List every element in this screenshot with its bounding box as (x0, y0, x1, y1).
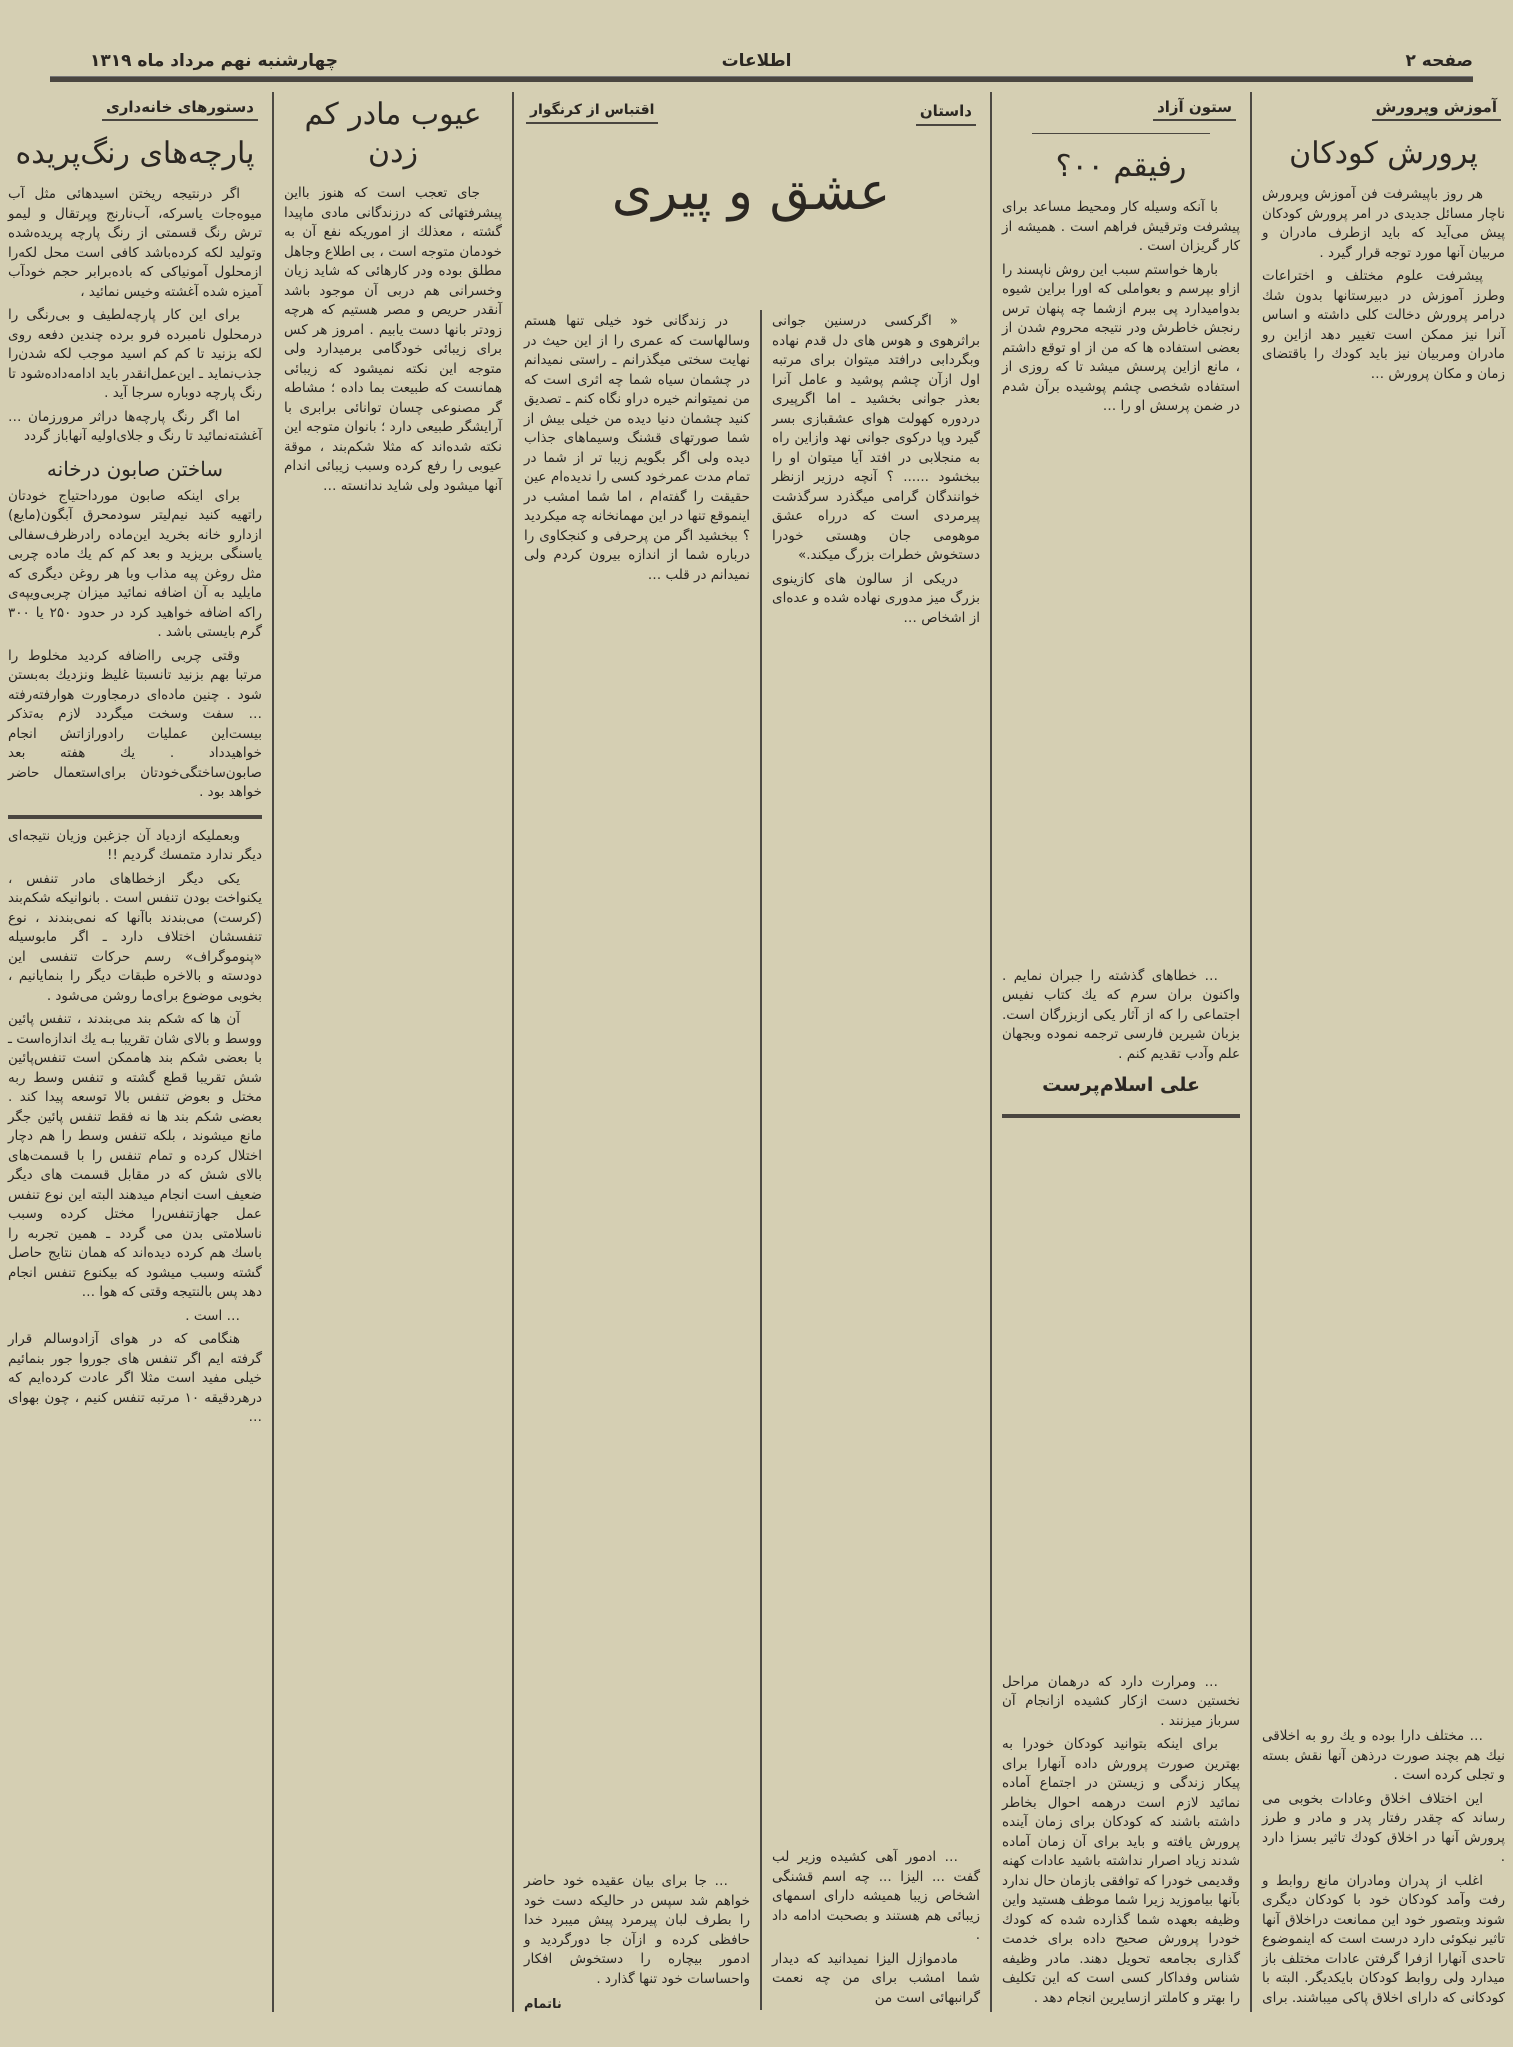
paragraph: اغلب از پدران ومادران مانع روابط و رفت وآمد کودکان خود با کودکان دیگری شوند وبتصور خود این ممانعت دراخلاق آنها تاثیر نیکوئی دارد درست است که اینموضوع تاحدی آنهارا ازفرا گرفتن عادات مختلف باز میدارد ولی روابط کودکان بایکدیگر. البته با کودکانی که دارای اخلاق پاکی میباشند. برای (1262, 1872, 1505, 2006)
paragraph: دریکی از سالون های کازینوی بزرگ میز مدوری نهاده شده و عده‌ای از اشخاص … (772, 570, 980, 626)
paragraph: یکی دیگر ازخطاهای مادر تنفس ، یکنواخت بودن تنفس است . بانوانیکه شکم‌بند (کرست) می‌بندند باآنها که نمی‌بندند ، نوع تنفسشان اختلاف دارد ـ اگر مابوسیله «پنوموگراف» رسم حرکات تنفسی این دودسته و بالاخره طبقات دیگر را بنمایانیم ، بخوبی موضوع برای‌ما روشن می‌شود . (8, 870, 262, 1004)
spacer (1262, 388, 1505, 1727)
story-header (512, 92, 990, 307)
newspaper-name: اطلاعات (721, 51, 792, 71)
paragraph: هنگامی که در هوای آزادوسالم قرار گرفته ایم اگر تنفس های جوروا جور بنمائیم خیلی مفید است مثلا اگر عادت کرده‌ایم که درهردقیقه ۱۰ مرتبه تنفس کنیم ، چون بهوای … (8, 1331, 262, 1425)
column-education (1254, 92, 1513, 2012)
paragraph: آن ها که شکم بند می‌بندند ، تنفس پائین ووسط و بالای شان تقریبا بـه یك اندازه‌است ـ با بعضی شکم بند هاممکن است تنفس‌پائین شش تقریبا قطع گشته و تنفس وسط ربه مختل و بعوض تنفس بالا توسعه پیدا کند . بعضی شکم بند ها نه فقط تنفس پائین جگر مانع میشوند ، بلکه تنفس وسط را هم دچار اختلال کرده و تمام تنفس را با قسمت‌های بالای شش که در مقابل قسمت های دیگر ضعیف است انجام میدهند البته این نوع تنفس عمل جهازتنفس‌را مختل کرده وسبب ناسلامتی بدن می گردد ـ همین تجربه را باسك هم کرده دیده‌اند که همان نتایج حاصل گشته وسبب میشود که بیکنوع تنفس انجام دهد پس بالنتیجه وقتی که هوا … (8, 1011, 262, 1300)
paragraph: … جا برای بیان عقیده خود حاضر خواهم شد سپس در حالیکه دست خود را بطرف لبان پیرمرد پیش میبرد خدا حافظی کرده و ازآن جا دورگردید و ادمور بیچاره را دستخوش افکار واحساسات خود تنها گذارد . (524, 1873, 750, 1987)
paragraph: « اگرکسی درسنین جوانی براثرهوی و هوس های دل قدم نهاده وبگردابی درافتد میتوان برای مرتبه اول ازآن چشم پوشید و عامل آنرا بعذر جوانی بخشید ـ اما اگرپیری دردوره کهولت هوای عشقبازی بسر گیرد وپا درکوی جوانی نهد وازاین راه به منجلابی در افتد آیا میتوان او را ببخشود ...... ؟ آنچه درزیر ازنظر خوانندگان گرامی میگذرد سرگذشت پیرمردی است که درراه عشق موهومی جان وهستی خودرا دستخوش خطرات بزرگ میکند.» (772, 313, 980, 563)
spacer (772, 632, 980, 1848)
kicker-rule (1032, 133, 1210, 134)
section-label: آموزش وپرورش (1372, 98, 1501, 121)
paragraph: با آنکه وسیله کار ومحیط مساعد برای پیشرفت وترقیش فراهم است . همیشه از کار گریزان است . (1002, 199, 1240, 254)
story-title: عشق و پیری (611, 162, 891, 222)
paragraph: بارها خواستم سبب این روش ناپسند را ازاو بپرسم و بعواملی که اورا براین شیوه بدوامیدارد پی ببرم ازشما چه پنهان ترس رنجش خاطرش ودر نتیجه محروم شدن از بعضی استفاده ها که من از او توقع داشتم ، مانع ازاین پرسش میشد تا که روزی از استفاده شخصی چشم پوشیده برآن شدم در ضمن پرسش او را … (1002, 261, 1240, 414)
column-corset (276, 92, 510, 2012)
article-title: پرورش کودکان (1289, 136, 1478, 171)
paragraph: … است . (185, 1307, 240, 1324)
column-divider (990, 92, 992, 2012)
section-label: دستورهای خانه‌داری (102, 98, 258, 121)
paragraph: … خطاهای گذشته را جبران نمایم . واکنون بران سرم که یك کتاب نفیس اجتماعی را که از آثار یکی ازبزرگان است. بزبان شیرین فارسی ترجمه نموده وبجهان علم وآدب تقدیم کنم . (1002, 967, 1240, 1062)
paragraph: جای تعجب است که هنوز بااین پیشرفتهائی که درزندگانی مادی ماپیدا گشته ، معذلك از اموریکه نفع آن به خودمان متوجه است ، بی اطلاع وجاهل مطلق بوده ودر کارهائی که شاید زیان وخسرانی هم دربی آن موجود باشد آنقدر حریص و مصر هستیم که هرچه زودتر بانها دست یابیم . امروز هر کس برای زیبائی خودگامی برمیدارد ولی متوجه این نکته نمیشود که زیبائی همانست که طبیعت بما داده ؛ مشاطه گر مصنوعی چسان توانائی برابری با آرایشگر طبیعی دارد ؛ بانوان متوجه این نکته شده‌اند که مثلا شکم‌بند ، موقة عیوبی را رفع کرده وسبب زیبائی اندام آنها میشود ولی شاید ندانسته … (284, 185, 502, 494)
paragraph: اگر درنتیجه ریختن اسیدهائی مثل آب میوه‌جات یاسرکه، آب‌نارنج وپرتقال و لیمو ترش رنگ قسمتی از رنگ پارچه پریده‌شده وتولید لکه کرده‌باشد کافی است محل لکه‌را ازمحلول آمونیاکی که باده‌برابر حجم خودآب آمیزه شده آغشته وخیس نمائید ، (8, 186, 262, 300)
paragraph: پیشرفت علوم مختلف و اختراعات وطرز آموزش در دبیرستانها بدون شك درامر پرورش دخالت کلی داشته و اساس آنرا نیز ممکن است تغییر دهد ازاین رو مادران ومربیان نیز باید کودك را باقتضای زمان و مکان پرورش … (1262, 268, 1505, 382)
section-label: ستون آزاد (1153, 98, 1236, 121)
article-title: عیوب مادر کم زدن (304, 97, 482, 170)
column-story-b (516, 312, 758, 2012)
column-divider (760, 310, 762, 2010)
spacer (524, 589, 750, 1872)
paragraph: این اختلاف اخلاق وعادات بخوبی می رساند که چقدر رفتار پدر و مادر و طرز پرورش آنها در اخلاق کودك تاثیر بسزا دارد . (1262, 1790, 1505, 1865)
continued-note: ناتمام (524, 1997, 562, 2012)
page-number: صفحه ۲ (1405, 51, 1473, 71)
spacer (8, 1432, 262, 2013)
story-source-label: اقتباس از کرنگوار (526, 102, 658, 124)
spacer (1002, 421, 1240, 967)
paragraph: هر روز باپیشرفت فن آموزش وپرورش ناچار مسائل جدیدی در امر پرورش کودکان پیش می‌آید که باید ازطرف مادران و مربیان آنها مورد توجه قرار گیرد . (1262, 186, 1505, 261)
spacer (1002, 1126, 1240, 1672)
column-divider (1250, 92, 1252, 2012)
column-free-column (994, 92, 1248, 2012)
paragraph: برای اینکه بتوانید کودکان خودرا به بهترین صورت پرورش داده آنهارا برای پیکار زندگی و زیستن در اجتماع آماده نمائید لازم است درهمه احوال بخاطر داشته باشند که کودکان برای زمان آینده پرورش یافته و باید برای آن زمان آماده شدند زیاد اصرار نداشته باشید عادات کهنه وقدیمی خودرا که توافقی بازمان حال ندارد بآنها بیاموزید زیرا شما موظف هستید واین وظیفه بعهده شما گذارده شده که کودك خودرا پرورش صحیح داده برای خدمت گذاری بجامعه تحویل دهند. مادر وظیفه شناس وفداکار کسی است که این تکلیف را بهتر و کاملتر ازسایرین انجام دهد . (1002, 1736, 1240, 2006)
article-title: پارچه‌های رنگ‌پریده (15, 136, 255, 171)
paragraph: وقتی چربی رااضافه کردید مخلوط را مرتبا بهم بزنید تانسبتا غلیظ ونزدیك به‌بستن شود . چنین ماده‌ای درمجاورت هوارفته‌رفته … سفت وسخت میگردد لازم به‌تذکر بیست‌این عملیات رادورازاتش انجام خواهیدداد . یك هفته بعد صابون‌ساختگی‌خودتان برای‌استعمال حاضر خواهد بود . (8, 647, 262, 800)
issue-date: چهارشنبه نهم مرداد ماه ۱۳۱۹ (90, 51, 338, 71)
article-title: رفیقم ۰۰؟ (1055, 149, 1187, 184)
paragraph: اما اگر رنگ پارچه‌ها دراثر مرورزمان … آغشته‌نمائید تا رنگ و جلای‌اولیه آنهاباز گردد (8, 408, 262, 444)
paragraph: برای این کار پارچه‌لطیف و بی‌رنگی را درمحلول نامبرده فرو برده چندین دفعه روی لکه بزنید تا کم کم اسید موجب لکه شدن‌را جذب‌نماید ـ این‌عمل‌انقدر باید ادامه‌داده‌شود تا رنگ پارچه دوباره سرجا آید . (8, 307, 262, 401)
section-rule (1002, 1114, 1240, 1118)
column-housekeeping (0, 92, 270, 2012)
story-section-label: داستان (916, 102, 976, 126)
masthead (40, 45, 1473, 75)
subheading: ساختن صابون درخانه (46, 456, 224, 481)
author-signature: علی اسلام‌پرست (1042, 1074, 1200, 1097)
paragraph: وبعملیکه ازدیاد آن جزغبن وزیان نتیجه‌ای دیگر ندارد متمسك گردیم !! (8, 827, 262, 863)
paragraph: در زندگانی خود خیلی تنها هستم وسالهاست که عمری را از این حیث در نهایت سختی میگذرانم ـ راستی نمیدانم در چشمان سیاه شما چه اثری است که من نمیتوانم خیره دراو نگاه کنم ـ تصدیق کنید چشمان دنیا دیده من خیلی بیش از شما صورتهای قشنگ وسیماهای جذاب دیده ولی اگر بگویم زیبا تر از شما در تمام مدت عمرخود کسی را ندیده‌ام عین حقیقت را گفته‌ام ، اما شما امشب در اینموقع تنها در این مهمانخانه چه میکردید ؟ ببخشید اگر من پرحرفی و کنجکاوی را درباره شما از اندازه بیرون کردم ولی نمیدانم در قلب … (524, 313, 750, 583)
spacer (284, 500, 502, 2012)
column-story-a (764, 312, 988, 2012)
column-divider (272, 92, 274, 2012)
paragraph: … ومرارت دارد که درهمان مراحل نخستین دست ازکار کشیده ازانجام آن سرباز میزنند . (1002, 1673, 1240, 1729)
section-rule (8, 815, 262, 819)
paragraph: … مختلف دارا بوده و یك رو به اخلاقی نیك هم بچند صورت درذهن آنها نقش بسته و تجلی کرده است . (1262, 1728, 1505, 1783)
paragraph: … ادمور آهی کشیده وزیر لب گفت ... الیزا ... چه اسم قشنگی اشخاص زیبا همیشه دارای اسمهای زیبائی هم هستند و بصحبت ادامه داد . (772, 1849, 980, 1943)
masthead-rule (50, 76, 1473, 82)
paragraph: مادموازل الیزا نمیدانید که دیدار شما امشب برای من چه نعمت گرانبهائی است من (772, 1950, 980, 2006)
column-divider (512, 92, 514, 2012)
paragraph: برای اینکه صابون مورداحتیاج خودتان راتهیه کنید نیم‌لیتر سودمحرق آبگون(مایع) ازدارو خانه بخرید این‌ماده رادرظرف‌سفالی یاسنگی بریزید و بعد کم کم یك ماده چربی مثل روغن پیه مذاب وبا هر روغن دیگری که مایلید به آن اضافه نمائید میزان چربی‌ویپه‌ی راکه اضافه خواهید کرد در حدود ۲۵۰ یا ۳۰۰ گرم بایستی باشد . (8, 487, 263, 640)
